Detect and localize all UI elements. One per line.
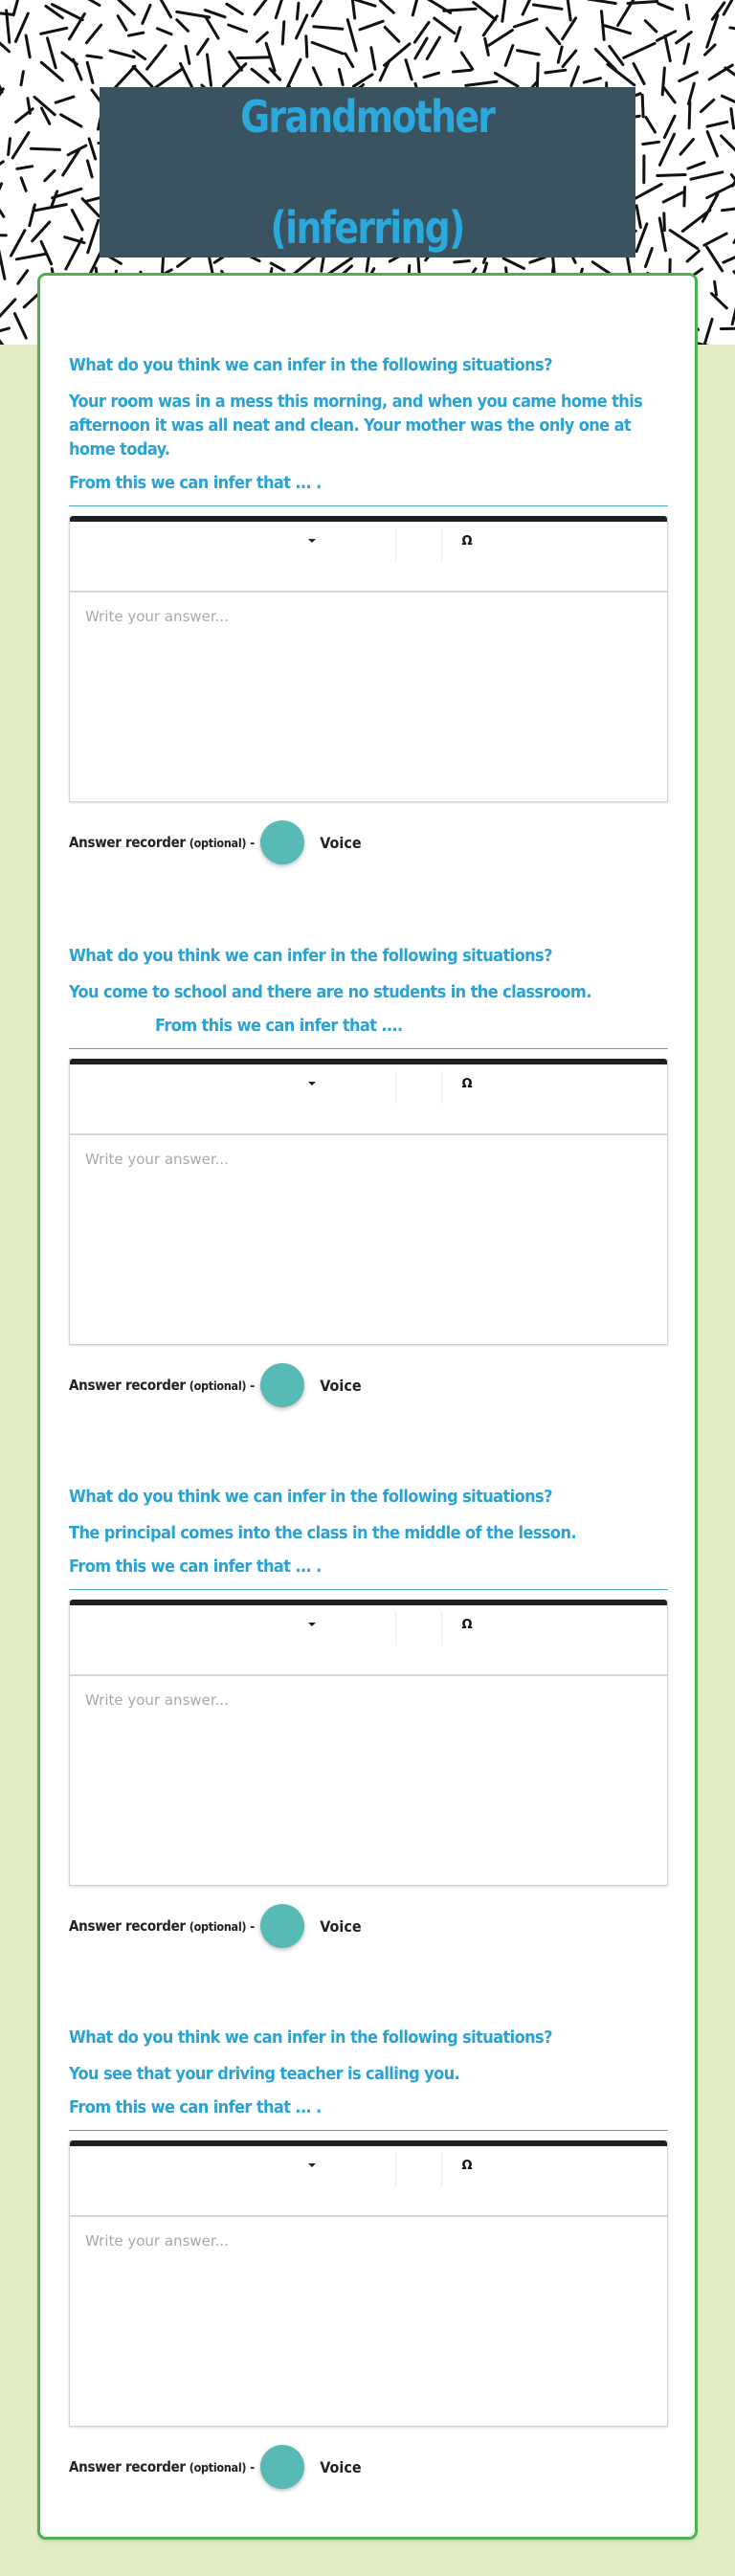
editor-toolbar: [70, 522, 667, 593]
recorder-label: Answer recorder: [69, 2458, 186, 2475]
answer-editor: [69, 1600, 668, 1886]
question-block-2: [69, 946, 668, 1408]
question-block-3: [69, 1487, 668, 1949]
voice-label: Voice: [320, 1376, 362, 1395]
recorder-dash: -: [250, 2458, 256, 2475]
answer-editor: [69, 516, 668, 802]
record-button[interactable]: [260, 2445, 304, 2489]
voice-label: Voice: [320, 833, 362, 852]
record-button[interactable]: [260, 1363, 304, 1407]
worksheet-card: [37, 273, 698, 2540]
record-button[interactable]: [260, 1904, 304, 1948]
caret-down-icon: [308, 1082, 316, 1086]
special-character-icon[interactable]: Ω: [461, 2158, 473, 2173]
editor-toolbar: [70, 1064, 667, 1135]
question-body: Your room was in a mess this morning, and when you came home this afternoon it was all neat and clean. Your mother was the only one at home today.: [69, 392, 643, 459]
title-panel: [100, 87, 635, 258]
answer-recorder: [69, 1362, 668, 1408]
format-dropdown[interactable]: [70, 2146, 395, 2184]
special-character-icon[interactable]: Ω: [461, 1617, 473, 1632]
page-title-line-2: (inferring): [270, 202, 465, 254]
question-prompt: From this we can infer that ... .: [69, 473, 322, 493]
divider: [69, 505, 668, 506]
divider: [69, 1048, 668, 1049]
recorder-dash: -: [250, 1917, 256, 1935]
caret-down-icon: [308, 1623, 316, 1626]
question-body: You come to school and there are no students in the classroom.: [69, 982, 591, 1002]
format-dropdown[interactable]: [70, 1605, 395, 1644]
recorder-optional-label: (optional): [189, 835, 247, 850]
question-heading: What do you think we can infer in the following situations?: [69, 2027, 552, 2048]
question-prompt: From this we can infer that ... .: [69, 2097, 322, 2117]
toolbar-button[interactable]: [396, 522, 440, 560]
question-body: You see that your driving teacher is calling you.: [69, 2064, 460, 2084]
record-button[interactable]: [260, 820, 304, 864]
toolbar-button[interactable]: [396, 1064, 440, 1103]
toolbar-separator: [441, 1070, 442, 1105]
caret-down-icon: [308, 2163, 316, 2167]
toolbar-separator: [441, 2152, 442, 2186]
voice-label: Voice: [320, 1916, 362, 1936]
editor-toolbar: [70, 1605, 667, 1676]
recorder-optional-label: (optional): [189, 1378, 247, 1393]
question-heading: What do you think we can infer in the following situations?: [69, 1487, 552, 1507]
divider: [69, 1589, 668, 1590]
question-block-4: [69, 2027, 668, 2490]
page-title: [240, 34, 494, 311]
format-dropdown[interactable]: [70, 1064, 395, 1103]
page-title-line-1: Grandmother: [240, 91, 495, 143]
question-heading: What do you think we can infer in the following situations?: [69, 946, 552, 966]
recorder-dash: -: [250, 834, 256, 851]
answer-recorder: [69, 2444, 668, 2490]
answer-input[interactable]: [70, 1676, 667, 1885]
toolbar-button[interactable]: [396, 1605, 440, 1644]
answer-editor: [69, 1059, 668, 1345]
answer-input[interactable]: [70, 1135, 667, 1344]
recorder-optional-label: (optional): [189, 2459, 247, 2475]
recorder-optional-label: (optional): [189, 1918, 247, 1934]
answer-recorder: [69, 1903, 668, 1949]
recorder-label: Answer recorder: [69, 1917, 186, 1935]
divider: [69, 2130, 668, 2131]
special-character-icon[interactable]: Ω: [461, 1076, 473, 1091]
voice-label: Voice: [320, 2457, 362, 2476]
toolbar-separator: [441, 1611, 442, 1646]
question-prompt: From this we can infer that ....: [155, 1016, 403, 1036]
recorder-dash: -: [250, 1377, 256, 1394]
toolbar-separator: [441, 527, 442, 562]
answer-recorder: [69, 819, 668, 865]
answer-input[interactable]: [70, 593, 667, 801]
toolbar-button[interactable]: [396, 2146, 440, 2184]
caret-down-icon: [308, 539, 316, 543]
answer-input[interactable]: [70, 2217, 667, 2426]
editor-toolbar: [70, 2146, 667, 2217]
recorder-label: Answer recorder: [69, 834, 186, 851]
special-character-icon[interactable]: Ω: [461, 533, 473, 549]
question-block-1: [69, 355, 668, 865]
question-body: The principal comes into the class in the middle of the lesson.: [69, 1523, 576, 1543]
answer-editor: [69, 2140, 668, 2427]
question-heading: What do you think we can infer in the following situations?: [69, 355, 552, 375]
format-dropdown[interactable]: [70, 522, 395, 560]
question-prompt: From this we can infer that ... .: [69, 1557, 322, 1577]
recorder-label: Answer recorder: [69, 1377, 186, 1394]
